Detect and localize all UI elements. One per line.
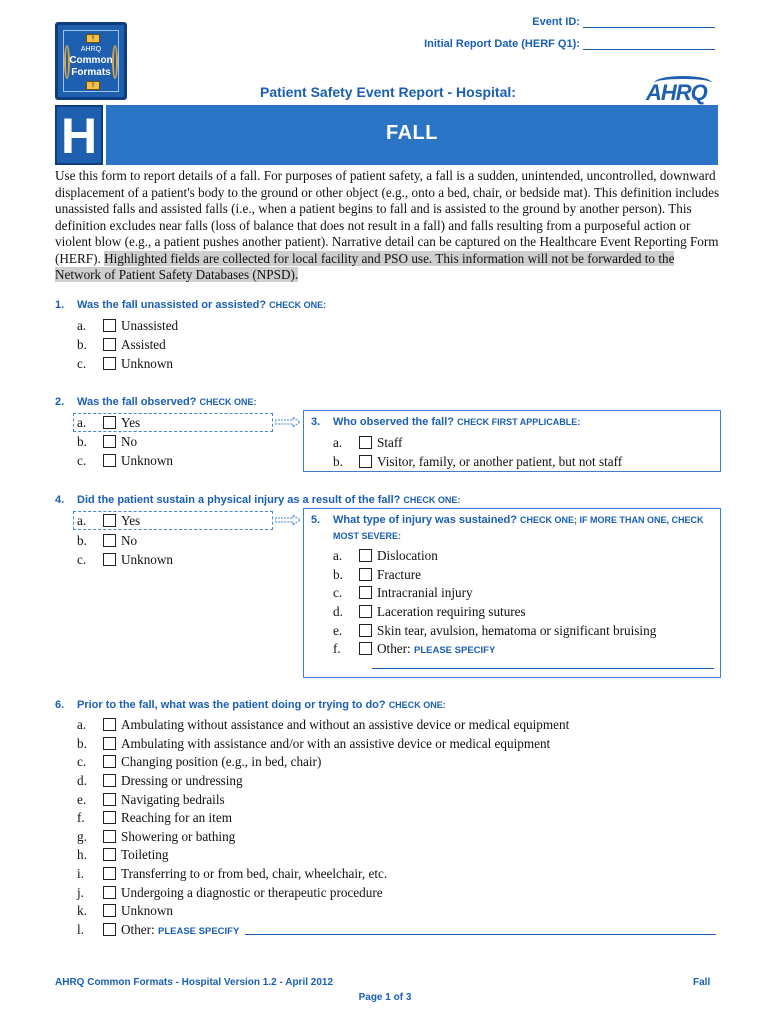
- option-letter: h.: [77, 847, 87, 862]
- footer-topic: Fall: [693, 977, 711, 988]
- option-label: Unknown: [121, 356, 174, 371]
- option-letter: c.: [77, 356, 87, 371]
- q4-option-b[interactable]: [77, 533, 137, 549]
- q6-option-a[interactable]: [77, 717, 569, 733]
- option-letter: c.: [77, 552, 87, 567]
- checkbox[interactable]: [103, 811, 116, 824]
- option-label: Skin tear, avulsion, hematoma or significant bruising: [377, 623, 657, 638]
- option-letter: b.: [77, 533, 87, 548]
- checkbox[interactable]: [359, 436, 372, 449]
- checkbox[interactable]: [359, 642, 372, 655]
- option-label: Unknown: [121, 453, 174, 468]
- intro-text: Use this form to report details of a fall. For purposes of patient safety, a fall is a sudden, unintended, uncontrolled, downward displacement of a patient's body to the ground or other object (e.g., onto a bed, chair, or bedside mat). This definition includes unassisted falls and assisted falls (i.e., when a patient begins to fall and is assisted to the ground by another person). This definition excludes near falls (loss of balance that does not result in a fall) and falls resulting from a purposeful action or violent blow (e.g., a patient pushes another patient). Narrative detail can be captured on the Healthcare Event Reporting Form (HERF).: [55, 168, 720, 266]
- q6-other-specify-line[interactable]: [245, 934, 716, 935]
- option-letter: f.: [333, 641, 341, 656]
- question-number: 6.: [55, 699, 65, 711]
- checkbox[interactable]: [103, 848, 116, 861]
- option-label: Unassisted: [121, 318, 179, 333]
- form-title: Patient Safety Event Report - Hospital:: [260, 84, 516, 100]
- question-4: [55, 494, 460, 506]
- intro-paragraph: [55, 168, 720, 284]
- q4-option-a[interactable]: [77, 513, 140, 529]
- question-number: 1.: [55, 299, 65, 311]
- q2-option-b[interactable]: [77, 434, 137, 450]
- q6-option-b[interactable]: [77, 736, 550, 752]
- question-number: 3.: [311, 416, 321, 428]
- ahrq-logo: AHRQ: [646, 80, 707, 105]
- q5-option-b[interactable]: [333, 567, 421, 583]
- logo-line-2: Common: [69, 55, 113, 66]
- option-letter: a.: [77, 318, 87, 333]
- question-instruction: CHECK ONE:: [403, 495, 461, 505]
- q6-option-h[interactable]: [77, 847, 168, 863]
- option-label: Transferring to or from bed, chair, wheelchair, etc.: [121, 866, 388, 881]
- checkbox[interactable]: [103, 718, 116, 731]
- option-letter: k.: [77, 903, 87, 918]
- option-letter: b.: [77, 736, 87, 751]
- question-5: [311, 514, 704, 526]
- checkbox[interactable]: [103, 755, 116, 768]
- checkbox[interactable]: [103, 737, 116, 750]
- question-number: 5.: [311, 514, 321, 526]
- q5-option-f[interactable]: [333, 641, 495, 657]
- option-label: No: [121, 434, 138, 449]
- skip-arrow-icon: [275, 515, 301, 525]
- option-letter: a.: [77, 717, 87, 732]
- footer-version: AHRQ Common Formats - Hospital Version 1.2 - April 2012: [55, 977, 334, 988]
- checkbox[interactable]: [103, 416, 116, 429]
- checkbox[interactable]: [103, 867, 116, 880]
- banner-title: FALL: [386, 122, 438, 144]
- option-label: Dislocation: [377, 548, 438, 563]
- q5-option-c[interactable]: [333, 585, 473, 601]
- question-text: Was the fall unassisted or assisted?: [77, 299, 267, 311]
- option-label: Intracranial injury: [377, 585, 473, 600]
- q6-option-k[interactable]: [77, 903, 173, 919]
- checkbox[interactable]: [103, 774, 116, 787]
- question-instruction: CHECK ONE:: [199, 397, 257, 407]
- report-date-line[interactable]: [583, 49, 715, 50]
- option-letter: d.: [77, 773, 87, 788]
- checkbox[interactable]: [103, 319, 116, 332]
- q3-option-a[interactable]: [333, 435, 402, 451]
- question-instruction: CHECK FIRST APPLICABLE:: [457, 417, 581, 427]
- checkbox[interactable]: [359, 455, 372, 468]
- q5-option-d[interactable]: [333, 604, 526, 620]
- q3-option-b[interactable]: [333, 454, 622, 470]
- option-label: Fracture: [377, 567, 421, 582]
- question-3: [311, 416, 580, 428]
- question-text: Did the patient sustain a physical injury as a result of the fall?: [77, 494, 401, 506]
- option-label: No: [121, 533, 138, 548]
- question-text: Was the fall observed?: [77, 396, 197, 408]
- option-letter: c.: [333, 585, 343, 600]
- option-letter: i.: [77, 866, 84, 881]
- option-letter: b.: [77, 337, 87, 352]
- option-label: Navigating bedrails: [121, 792, 225, 807]
- question-2: [55, 396, 256, 408]
- checkbox[interactable]: [359, 568, 372, 581]
- option-letter: a.: [77, 513, 87, 528]
- page-number: Page 1 of 3: [358, 992, 412, 1003]
- q5-other-specify-line[interactable]: [372, 668, 714, 669]
- option-label: Ambulating without assistance and without an assistive device or medical equipment: [121, 717, 570, 732]
- q5-option-a[interactable]: [333, 548, 438, 564]
- question-number: 2.: [55, 396, 65, 408]
- option-letter: a.: [333, 435, 343, 450]
- report-date-field[interactable]: [424, 38, 715, 50]
- q2-option-c[interactable]: [77, 453, 173, 469]
- logo-line-3: Formats: [71, 67, 111, 78]
- option-letter: g.: [77, 829, 87, 844]
- option-label: Assisted: [121, 337, 166, 352]
- option-letter: c.: [77, 754, 87, 769]
- q6-option-d[interactable]: [77, 773, 243, 789]
- option-label: Yes: [121, 513, 141, 528]
- question-number: 4.: [55, 494, 65, 506]
- option-letter: f.: [77, 810, 85, 825]
- option-label: Yes: [121, 415, 141, 430]
- option-label: Toileting: [121, 847, 169, 862]
- option-label: Unknown: [121, 552, 174, 567]
- option-label: Reaching for an item: [121, 810, 232, 825]
- option-label: Dressing or undressing: [121, 773, 243, 788]
- checkbox[interactable]: [359, 605, 372, 618]
- q6-option-e[interactable]: [77, 792, 225, 808]
- option-label: Staff: [377, 435, 403, 450]
- hospital-h-icon: [55, 105, 103, 165]
- please-specify-label: PLEASE SPECIFY: [414, 645, 496, 656]
- checkbox[interactable]: [103, 830, 116, 843]
- intro-highlighted-text: Highlighted fields are collected for local facility and PSO use. This information will not be forwarded to the Network of Patient Safety Databases (NPSD).: [55, 250, 675, 282]
- h-letter: H: [60, 108, 98, 164]
- q6-option-c[interactable]: [77, 754, 321, 770]
- option-letter: a.: [333, 548, 343, 563]
- checkbox[interactable]: [359, 624, 372, 637]
- option-letter: b.: [333, 454, 343, 469]
- option-letter: d.: [333, 604, 343, 619]
- question-instruction: CHECK ONE:: [388, 700, 446, 710]
- question-5-instruction-cont: [333, 530, 401, 542]
- question-instruction-2: MOST SEVERE:: [333, 531, 402, 541]
- event-id-field[interactable]: [532, 16, 715, 28]
- ahrq-common-formats-logo: † AHRQ Common Formats †: [55, 22, 127, 100]
- skip-arrow-icon: [275, 417, 301, 427]
- option-letter: l.: [77, 922, 84, 937]
- q4-option-c[interactable]: [77, 552, 173, 568]
- checkbox[interactable]: [103, 793, 116, 806]
- question-text: Prior to the fall, what was the patient doing or trying to do?: [77, 699, 386, 711]
- option-label: Ambulating with assistance and/or with an assistive device or medical equipment: [121, 736, 551, 751]
- checkbox[interactable]: [359, 586, 372, 599]
- option-letter: e.: [333, 623, 343, 638]
- event-id-line[interactable]: [583, 27, 715, 28]
- checkbox[interactable]: [103, 435, 116, 448]
- q1-option-a[interactable]: [77, 318, 178, 334]
- question-text: What type of injury was sustained?: [333, 514, 517, 526]
- checkbox[interactable]: [103, 514, 116, 527]
- checkbox[interactable]: [103, 357, 116, 370]
- option-letter: b.: [77, 434, 87, 449]
- q6-option-g[interactable]: [77, 829, 235, 845]
- q6-option-f[interactable]: [77, 810, 232, 826]
- option-label: Undergoing a diagnostic or therapeutic procedure: [121, 885, 383, 900]
- q1-option-c[interactable]: [77, 356, 173, 372]
- option-label: Laceration requiring sutures: [377, 604, 526, 619]
- option-letter: b.: [333, 567, 343, 582]
- q6-option-i[interactable]: [77, 866, 387, 882]
- checkbox[interactable]: [103, 534, 116, 547]
- please-specify-label: PLEASE SPECIFY: [158, 926, 240, 937]
- report-date-label: Initial Report Date (HERF Q1):: [424, 38, 580, 50]
- event-id-label: Event ID:: [532, 16, 580, 28]
- checkbox[interactable]: [103, 904, 116, 917]
- question-1: [55, 299, 326, 311]
- option-letter: c.: [77, 453, 87, 468]
- option-letter: j.: [77, 885, 84, 900]
- question-instruction: CHECK ONE:: [269, 300, 327, 310]
- option-letter: a.: [77, 415, 87, 430]
- q1-option-b[interactable]: [77, 337, 166, 353]
- q5-option-e[interactable]: [333, 623, 656, 639]
- logo-line-1: AHRQ: [80, 46, 102, 53]
- question-instruction: CHECK ONE; IF MORE THAN ONE, CHECK: [520, 515, 704, 525]
- q2-option-a[interactable]: [77, 415, 140, 431]
- checkbox[interactable]: [103, 886, 116, 899]
- q6-option-l[interactable]: [77, 922, 239, 938]
- option-label: Other:: [377, 641, 411, 656]
- option-label: Visitor, family, or another patient, but not staff: [377, 454, 623, 469]
- option-label: Unknown: [121, 903, 174, 918]
- title-banner: [106, 105, 718, 165]
- checkbox[interactable]: [103, 454, 116, 467]
- question-6: [55, 699, 446, 711]
- option-label: Other:: [121, 922, 155, 937]
- option-label: Changing position (e.g., in bed, chair): [121, 754, 322, 769]
- checkbox[interactable]: [103, 923, 116, 936]
- option-letter: e.: [77, 792, 87, 807]
- checkbox[interactable]: [103, 338, 116, 351]
- q6-option-j[interactable]: [77, 885, 383, 901]
- checkbox[interactable]: [103, 553, 116, 566]
- checkbox[interactable]: [359, 549, 372, 562]
- question-text: Who observed the fall?: [333, 416, 455, 428]
- option-label: Showering or bathing: [121, 829, 236, 844]
